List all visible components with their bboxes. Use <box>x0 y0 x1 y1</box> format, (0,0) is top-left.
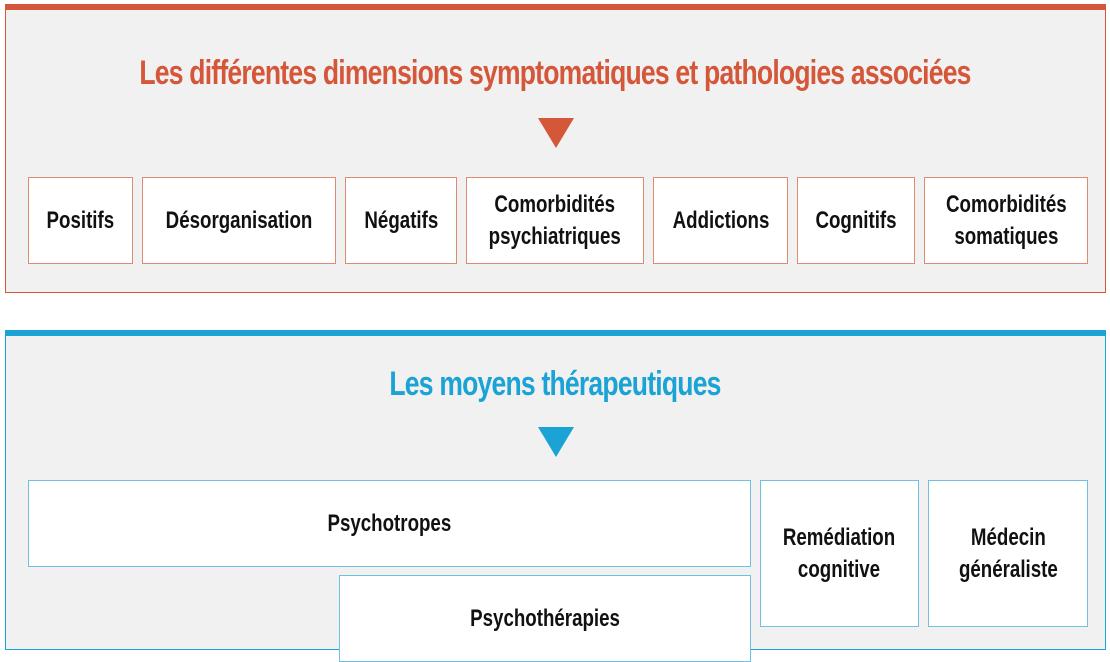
box-addictions <box>653 177 788 264</box>
box-label: Médecin généraliste <box>958 523 1058 583</box>
down-arrow-icon <box>538 118 574 148</box>
box-label: Psychotropes <box>327 509 452 537</box>
box-label: Remédiation cognitive <box>783 523 896 583</box>
box-label: Négatifs <box>364 206 438 234</box>
box-label: Cognitifs <box>815 206 897 234</box>
box-psychotropes <box>28 480 751 567</box>
box-label: Désorganisation <box>165 206 313 234</box>
symptoms-title: Les différentes dimensions symptomatiques et pathologies associées <box>139 54 971 92</box>
box-cognitifs <box>797 177 915 264</box>
down-arrow-icon <box>538 427 574 457</box>
box-label: Psychothérapies <box>470 604 620 632</box>
box-label: Comorbidités psychiatriques <box>488 190 622 250</box>
box-comorbidites-psychiatriques <box>466 177 644 264</box>
box-label: Comorbidités somatiques <box>945 190 1067 250</box>
box-label: Addictions <box>672 206 769 234</box>
box-desorganisation <box>142 177 336 264</box>
therapy-title: Les moyens thérapeutiques <box>389 365 721 403</box>
box-psychotherapies <box>339 575 751 662</box>
box-comorbidites-somatiques <box>924 177 1088 264</box>
box-remediation-cognitive <box>760 480 919 627</box>
box-medecin-generaliste <box>928 480 1088 627</box>
box-label: Positifs <box>46 206 115 234</box>
box-negatifs <box>345 177 457 264</box>
box-positifs <box>28 177 133 264</box>
